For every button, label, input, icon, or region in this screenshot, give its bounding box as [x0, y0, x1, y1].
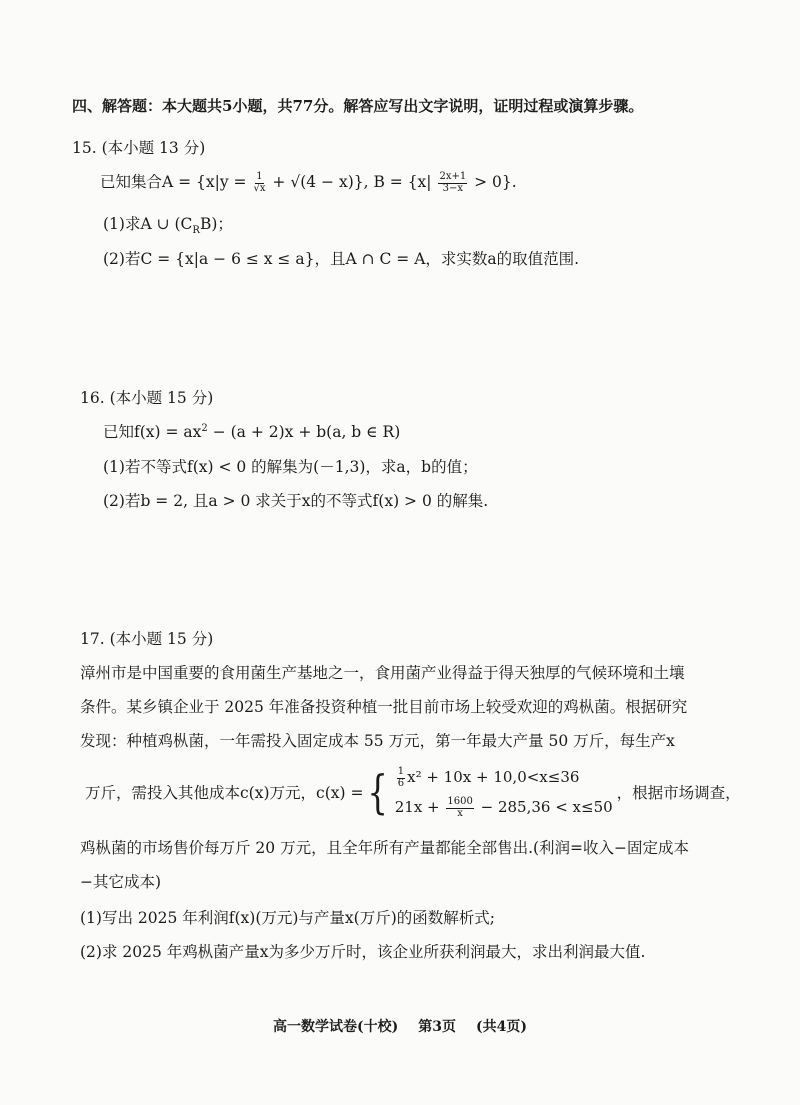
q16-part1: (1)若不等式f(x) < 0 的解集为(－1,3)，求a，b的值；	[103, 458, 478, 476]
q15-title: 15. (本小题 13 分)	[72, 139, 206, 157]
case-2: 21x + $\frac{1600}{x}$ − 285,36 < x≤50	[394, 796, 613, 819]
q17-paragraph-line-6: −其它成本)	[80, 873, 162, 891]
q17-part1: (1)写出 2025 年利润f(x)(万元)与产量x(万斤)的函数解析式;	[80, 909, 495, 927]
q16-stem: 已知$f(x) = ax^2 - (a + 2)x + b(a$, b ∈ R)	[103, 422, 401, 441]
q17-piecewise-cost: 万斤，需投入其他成本c(x)万元，c(x) = { $\frac{1}{6}$ x² + 10x + 10,0<x≤36 21x + $\frac{1600}{x}$ − 285,36 < x≤50 ，根据市场调查，	[85, 762, 741, 822]
q17-paragraph-line-5: 鸡枞菌的市场售价每万斤 20 万元，且全年所有产量都能全部售出.(利润=收入−固定成本	[80, 839, 690, 857]
q15-part2: (2)若C = {x|a − 6 ≤ x ≤ a}，且A ∩ C = A，求实数a的取值范围.	[103, 250, 580, 268]
page-footer: 高一数学试卷(十校) 第3页 (共4页)	[273, 1019, 527, 1035]
q17-title: 17. (本小题 15 分)	[80, 630, 214, 648]
case-1: $\frac{1}{6}$ x² + 10x + 10,0<x≤36	[397, 766, 580, 789]
q17-paragraph-line-2: 条件。某乡镇企业于 2025 年准备投资种植一批目前市场上较受欢迎的鸡枞菌。根据研究	[80, 698, 688, 716]
left-brace: {	[367, 765, 389, 819]
q16-part2: (2)若b = 2, 且a > 0 求关于x的不等式f(x) > 0 的解集.	[103, 492, 489, 510]
q17-part2: (2)求 2025 年鸡枞菌产量x为多少万斤时，该企业所获利润最大，求出利润最大值.	[80, 943, 646, 961]
q15-stem: 已知集合A = {x|y = $\frac{1}{√x}$ + √(4 − x)}, B = {x| $\frac{2x+1}{3-x}$ > 0}.	[100, 171, 517, 194]
section-heading: 四、解答题：本大题共5小题，共77分。解答应写出文字说明，证明过程或演算步骤。	[72, 97, 644, 115]
q15-part1: (1)求A ∪ $(C_RB)$；	[103, 215, 233, 237]
q17-paragraph-line-1: 漳州市是中国重要的食用菌生产基地之一，食用菌产业得益于得天独厚的气候环境和土壤	[80, 664, 685, 682]
q17-paragraph-line-3: 发现：种植鸡枞菌，一年需投入固定成本 55 万元，第一年最大产量 50 万斤，每生产x	[80, 732, 675, 750]
q16-title: 16. (本小题 15 分)	[80, 389, 214, 407]
